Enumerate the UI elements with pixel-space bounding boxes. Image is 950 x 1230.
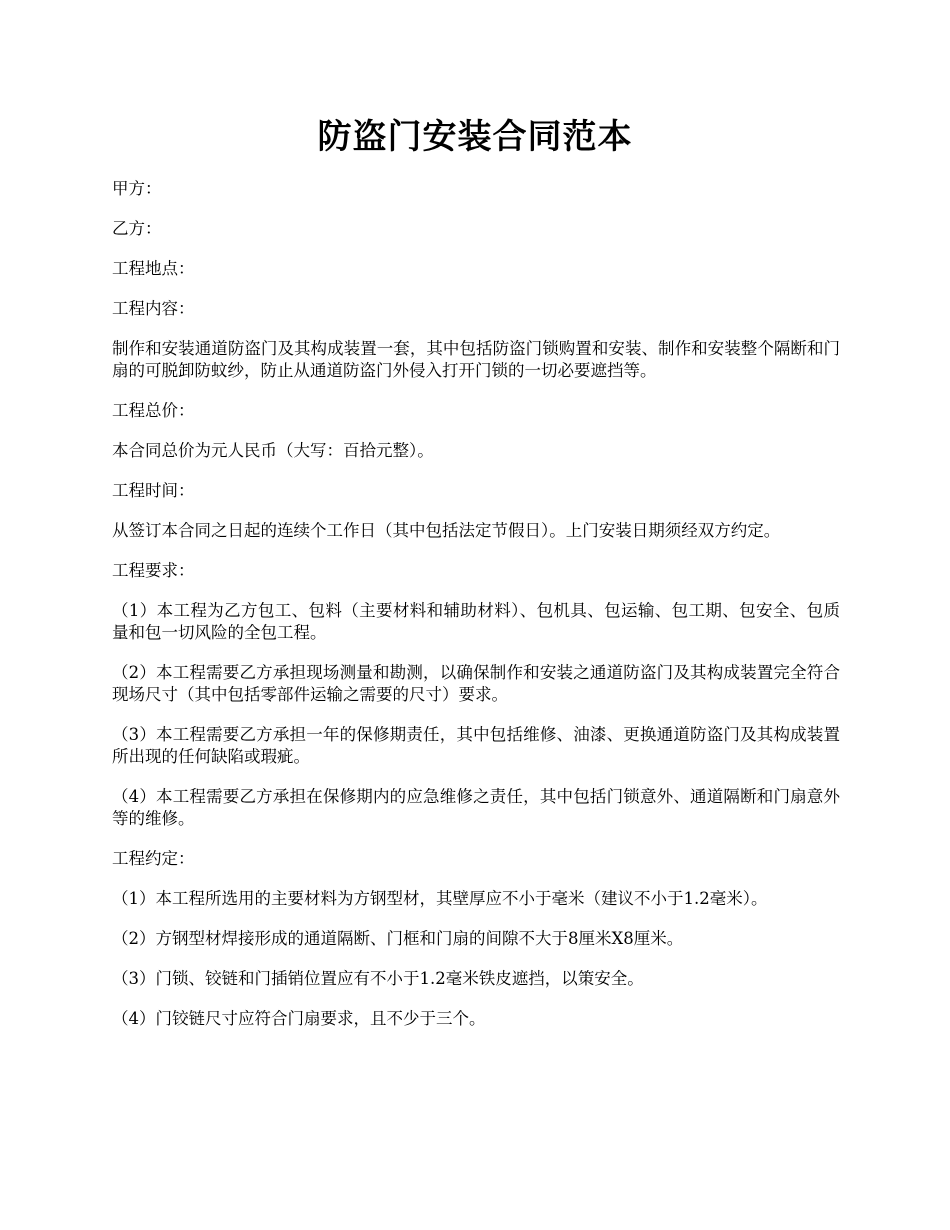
total-price-text: 本合同总价为元人民币（大写：百拾元整）。 bbox=[112, 441, 434, 460]
project-content-heading: 工程内容： bbox=[112, 299, 195, 318]
requirements-heading: 工程要求： bbox=[112, 561, 195, 580]
requirement-item-3: （3）本工程需要乙方承担一年的保修期责任，其中包括维修、油漆、更换通道防盗门及其构成装置所出现的任何缺陷或瑕疵。 bbox=[112, 725, 840, 766]
project-time-heading: 工程时间： bbox=[112, 481, 195, 500]
agreement-item-4: （4）门铰链尺寸应符合门扇要求，且不少于三个。 bbox=[112, 1009, 486, 1028]
party-a-label: 甲方： bbox=[112, 179, 162, 198]
document-title: 防盗门安装合同范本 bbox=[317, 117, 633, 157]
agreements-heading: 工程约定： bbox=[112, 849, 195, 868]
requirement-item-2: （2）本工程需要乙方承担现场测量和勘测，以确保制作和安装之通道防盗门及其构成装置完全符合现场尺寸（其中包括零部件运输之需要的尺寸）要求。 bbox=[112, 663, 840, 704]
document-body bbox=[112, 178, 840, 1048]
agreement-item-3: （3）门锁、铰链和门插销位置应有不小于1.2毫米铁皮遮挡，以策安全。 bbox=[112, 969, 644, 988]
agreement-item-1: （1）本工程所选用的主要材料为方钢型材，其壁厚应不小于毫米（建议不小于1.2毫米）。 bbox=[112, 889, 768, 908]
project-location-label: 工程地点： bbox=[112, 259, 195, 278]
agreement-item-2: （2）方钢型材焊接形成的通道隔断、门框和门扇的间隙不大于8厘米X8厘米。 bbox=[112, 929, 684, 948]
requirement-item-4: （4）本工程需要乙方承担在保修期内的应急维修之责任，其中包括门锁意外、通道隔断和门扇意外等的维修。 bbox=[112, 787, 840, 828]
project-content-text: 制作和安装通道防盗门及其构成装置一套，其中包括防盗门锁购置和安装、制作和安装整个隔断和门扇的可脱卸防蚊纱，防止从通道防盗门外侵入打开门锁的一切必要遮挡等。 bbox=[112, 339, 840, 380]
party-b-label: 乙方： bbox=[112, 219, 162, 238]
total-price-heading: 工程总价： bbox=[112, 401, 195, 420]
project-time-text: 从签订本合同之日起的连续个工作日（其中包括法定节假日）。上门安装日期须经双方约定。 bbox=[112, 521, 781, 540]
requirement-item-1: （1）本工程为乙方包工、包料（主要材料和辅助材料）、包机具、包运输、包工期、包安全、包质量和包一切风险的全包工程。 bbox=[112, 601, 840, 642]
